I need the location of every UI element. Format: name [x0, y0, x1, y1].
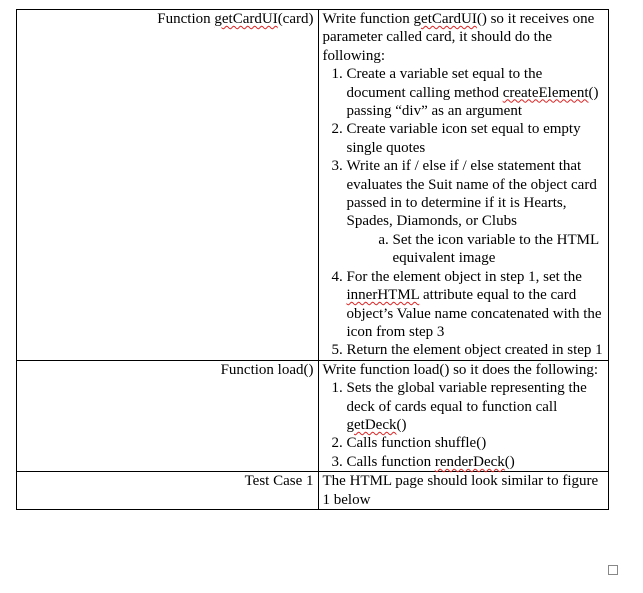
intro-code: getCardUI	[413, 11, 477, 27]
step-text: Return the element object created in step 1	[346, 342, 603, 359]
step-code: renderDeck	[434, 453, 505, 470]
label-prefix: Function	[157, 11, 215, 27]
step-code: createElement	[502, 84, 589, 101]
table-row	[17, 10, 609, 361]
row-description-load	[318, 360, 609, 471]
label-suffix: (card)	[277, 11, 314, 27]
list-item	[347, 434, 605, 452]
step-text: ()	[504, 453, 515, 470]
step-code: innerHTML	[346, 287, 420, 304]
step-text: Calls function shuffle()	[346, 435, 487, 452]
list-item	[347, 65, 605, 120]
step-text: Calls function	[346, 453, 435, 470]
intro-prefix: Write function	[322, 11, 414, 27]
label-code: getCardUI	[214, 11, 278, 27]
list-item	[347, 120, 605, 157]
table-row	[17, 360, 609, 471]
table-row	[17, 472, 609, 510]
step-text: Set the icon variable to the HTML equivalent image	[392, 231, 599, 267]
list-item	[393, 231, 605, 268]
intro-text	[323, 10, 605, 65]
step-text: Create a variable set equal to the document calling method	[346, 66, 543, 101]
spec-table	[16, 9, 609, 510]
list-item	[347, 379, 605, 434]
row-label-load: Function load()	[17, 360, 319, 471]
list-item	[347, 157, 605, 267]
row-label-test-case: Test Case 1	[17, 472, 319, 510]
table-resize-handle[interactable]	[608, 565, 618, 575]
list-item	[347, 268, 605, 342]
step-text: ()	[396, 416, 407, 433]
sub-steps-list	[347, 231, 605, 268]
step-code: getDeck	[346, 416, 397, 433]
row-description-getcardui	[318, 10, 609, 361]
step-text: attribute equal to the card object’s Value name concatenated with the icon from step 3	[346, 287, 602, 340]
list-item	[347, 453, 605, 471]
steps-list	[323, 379, 605, 471]
step-text: Sets the global variable representing the deck of cards equal to function call	[346, 380, 587, 415]
step-text: For the element object in step 1, set the	[346, 268, 582, 285]
intro-text: Write function load() so it does the following:	[322, 361, 599, 378]
step-text: () passing “div” as an argument	[346, 84, 599, 120]
intro-suffix: () so it receives one parameter called card, it should do the following:	[322, 11, 595, 64]
row-label-getcardui	[17, 10, 319, 361]
step-text: Create variable icon set equal to empty single quotes	[346, 121, 581, 156]
row-description-test-case: The HTML page should look similar to figure 1 below	[318, 472, 609, 510]
step-text: Write an if / else if / else statement that evaluates the Suit name of the object card passed in to determine if it is Hearts, Spades, Diamonds, or Clubs	[346, 158, 597, 230]
list-item	[347, 341, 605, 359]
steps-list	[323, 65, 605, 360]
